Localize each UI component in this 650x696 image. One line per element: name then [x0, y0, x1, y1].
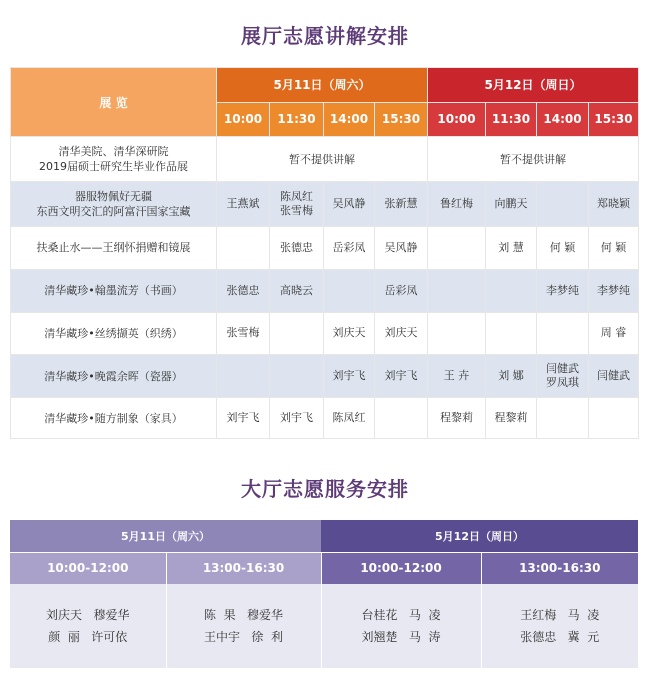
exhibition-row	[11, 398, 639, 439]
exhibition-name-line: 清华藏珍•丝绣撷英（织绣）	[44, 326, 183, 340]
guide-cell: 刘庆天	[324, 312, 375, 355]
staff-line: 颜 丽 许可依	[48, 630, 128, 644]
exhibition-row	[11, 269, 639, 312]
guide-cell: 刘庆天	[375, 312, 428, 355]
time-slot-header: 10:00	[428, 102, 486, 137]
exhibition-row	[11, 226, 639, 269]
hall-slot: 10:00-12:00	[321, 552, 481, 584]
guide-cell: 闫健武	[589, 355, 639, 398]
exhibition-guide-table	[10, 67, 639, 439]
guide-cell	[428, 269, 486, 312]
guide-cell: 刘宇飞	[270, 398, 324, 439]
staff-line: 张德忠 冀 元	[520, 630, 600, 644]
exhibition-name-line: 器服物佩好无疆	[75, 190, 152, 204]
guide-cell: 高晓云	[270, 269, 324, 312]
exhibition-name-line: 清华藏珍•随方制象（家具）	[44, 411, 183, 425]
guide-cell: 吴风静	[324, 182, 375, 227]
exhibition-name-line: 清华美院、清华深研院	[58, 145, 169, 159]
guide-cell	[324, 269, 375, 312]
guide-cell	[486, 269, 537, 312]
guide-cell: 王 卉	[428, 355, 486, 398]
exhibition-column-header: 展 览	[11, 68, 217, 137]
staff-line: 陈 果 穆爱华	[203, 608, 284, 622]
exhibition-name-line: 扶桑止水——王纲怀捐赠和镜展	[36, 241, 191, 255]
exhibition-name	[11, 137, 217, 182]
guide-cell: 闫健武 罗凤琪	[537, 355, 589, 398]
exhibition-name	[11, 355, 217, 398]
exhibition-name-line: 东西文明交汇的阿富汗国家宝藏	[36, 205, 191, 219]
no-service-note: 暂不提供讲解	[217, 137, 428, 182]
guide-cell: 刘宇飞	[375, 355, 428, 398]
exhibition-name-line: 清华藏珍•晚霞余晖（瓷器）	[44, 369, 183, 383]
staff-line: 台桂花 马 凌	[361, 608, 441, 622]
guide-cell	[217, 226, 270, 269]
guide-cell: 王燕斌	[217, 182, 270, 227]
exhibition-row	[11, 137, 639, 182]
guide-cell: 刘 娜	[486, 355, 537, 398]
exhibition-row	[11, 355, 639, 398]
guide-cell: 吴风静	[375, 226, 428, 269]
guide-cell: 鲁红梅	[428, 182, 486, 227]
guide-cell: 刘宇飞	[217, 398, 270, 439]
guide-cell	[217, 355, 270, 398]
exhibition-row	[11, 182, 639, 227]
hall-staff-cell	[481, 584, 638, 668]
guide-cell: 岳彩凤	[324, 226, 375, 269]
guide-cell: 陈凤红	[324, 398, 375, 439]
no-service-note: 暂不提供讲解	[428, 137, 639, 182]
time-slot-header: 10:00	[217, 102, 270, 137]
time-slot-header: 14:00	[324, 102, 375, 137]
guide-cell	[428, 312, 486, 355]
guide-cell: 岳彩凤	[375, 269, 428, 312]
guide-cell: 张新慧	[375, 182, 428, 227]
guide-cell: 何 颖	[537, 226, 589, 269]
guide-cell: 何 颖	[589, 226, 639, 269]
exhibition-name	[11, 312, 217, 355]
hall-staff-cell	[166, 584, 321, 668]
hall-slot: 13:00-16:30	[481, 552, 638, 584]
guide-cell	[428, 226, 486, 269]
guide-cell	[486, 312, 537, 355]
guide-cell: 郑晓颖	[589, 182, 639, 227]
guide-cell	[270, 355, 324, 398]
time-slot-header: 15:30	[375, 102, 428, 137]
guide-cell	[537, 182, 589, 227]
guide-cell: 程黎莉	[486, 398, 537, 439]
guide-cell: 张德忠	[217, 269, 270, 312]
hall-service-table	[10, 520, 638, 668]
staff-line: 王红梅 马 凌	[520, 608, 600, 622]
staff-line: 刘翘楚 马 涛	[361, 630, 441, 644]
guide-cell: 向鹏天	[486, 182, 537, 227]
guide-cell	[375, 398, 428, 439]
guide-cell	[537, 398, 589, 439]
guide-cell: 陈凤红 张雪梅	[270, 182, 324, 227]
time-slot-header: 14:00	[537, 102, 589, 137]
hall-staff-cell	[321, 584, 481, 668]
exhibition-name	[11, 182, 217, 227]
exhibition-schedule-title: 展厅志愿讲解安排	[241, 24, 409, 48]
guide-cell: 刘宇飞	[324, 355, 375, 398]
exhibition-name	[11, 269, 217, 312]
exhibition-name	[11, 226, 217, 269]
guide-cell: 周 睿	[589, 312, 639, 355]
day1-header: 5月11日（周六）	[217, 68, 428, 103]
hall-slot: 13:00-16:30	[166, 552, 321, 584]
exhibition-name-line: 2019届硕士研究生毕业作品展	[39, 160, 188, 174]
guide-cell: 程黎莉	[428, 398, 486, 439]
staff-line: 刘庆天 穆爱华	[46, 608, 130, 622]
hall-day2-header: 5月12日（周日）	[321, 520, 638, 552]
guide-cell: 张雪梅	[217, 312, 270, 355]
staff-line: 王中宇 徐 利	[203, 630, 284, 644]
hall-schedule-title: 大厅志愿服务安排	[241, 477, 409, 501]
guide-cell	[537, 312, 589, 355]
time-slot-header: 11:30	[270, 102, 324, 137]
guide-cell: 张德忠	[270, 226, 324, 269]
guide-cell: 刘 慧	[486, 226, 537, 269]
hall-staff-cell	[10, 584, 166, 668]
hall-day1-header: 5月11日（周六）	[10, 520, 321, 552]
time-slot-header: 11:30	[486, 102, 537, 137]
guide-cell: 李梦纯	[537, 269, 589, 312]
exhibition-name-line: 清华藏珍•翰墨流芳（书画）	[44, 284, 183, 298]
hall-slot: 10:00-12:00	[10, 552, 166, 584]
time-slot-header: 15:30	[589, 102, 639, 137]
exhibition-row	[11, 312, 639, 355]
guide-cell: 李梦纯	[589, 269, 639, 312]
guide-cell	[270, 312, 324, 355]
exhibition-name	[11, 398, 217, 439]
guide-cell	[589, 398, 639, 439]
day2-header: 5月12日（周日）	[428, 68, 639, 103]
